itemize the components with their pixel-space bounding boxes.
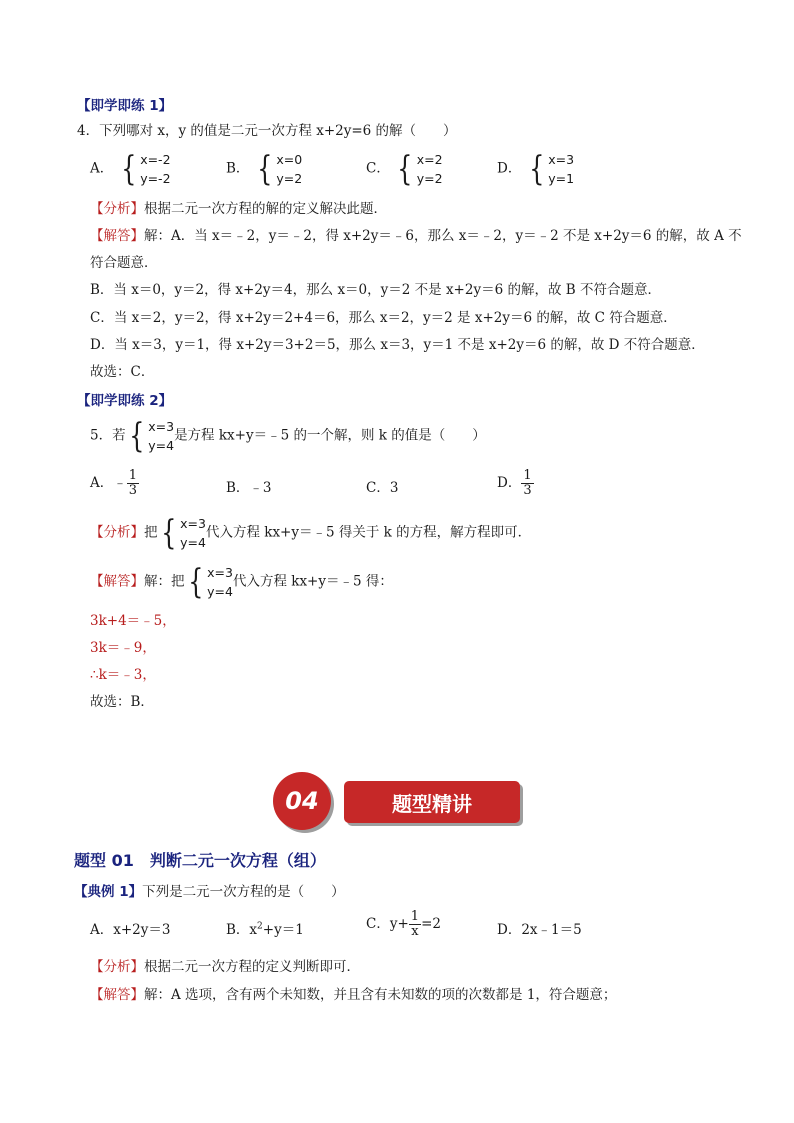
- option-text: B．x: [226, 922, 258, 938]
- solution-post: 代入方程 kx+y＝﹣5 得：: [232, 573, 393, 590]
- option-d: [497, 469, 534, 498]
- option-d: D．2x﹣1＝5: [497, 922, 582, 938]
- numerator: 1: [410, 909, 420, 924]
- analysis-tag: 【分析】: [90, 201, 144, 217]
- minus-sign: ﹣: [113, 475, 127, 491]
- example-tag: 【典例 1】: [74, 884, 143, 900]
- type-01-title: 题型 01 判断二元一次方程（组）: [74, 851, 326, 870]
- option-letter: B．: [226, 160, 250, 177]
- system-line-2: y=4: [148, 438, 175, 453]
- question-5: [90, 417, 486, 455]
- equation-system: [158, 514, 206, 552]
- answer-2: 故选：B．: [90, 694, 154, 710]
- practice-2-header: 【即学即练 2】: [77, 393, 173, 409]
- fraction: [127, 469, 139, 498]
- option-letter: D．: [497, 160, 522, 177]
- brace-icon: {: [256, 149, 273, 189]
- brace-icon: {: [120, 149, 136, 189]
- fraction: [521, 469, 533, 498]
- denominator: 3: [523, 483, 532, 498]
- equation-system: [394, 150, 442, 188]
- example-1: [74, 882, 345, 902]
- analysis-3: [90, 957, 360, 977]
- option-c: C．3: [366, 480, 399, 496]
- example-question: 下列是二元一次方程的是（ ）: [142, 884, 345, 900]
- solution-1-line-c: C．当 x＝2，y＝2，得 x+2y＝2+4＝6，那么 x＝2，y＝2 是 x+2y＝6 的解，故 C 符合题意．: [90, 310, 677, 326]
- equation-system: [526, 150, 574, 188]
- option-letter: A．: [90, 475, 114, 491]
- system-line-1: x=3: [207, 565, 233, 580]
- analysis-tag: 【分析】: [90, 524, 144, 541]
- analysis-2: [90, 514, 531, 552]
- solution-1-line-1: [90, 226, 742, 246]
- option-text: C．y+: [366, 916, 409, 932]
- numerator: 1: [128, 468, 138, 483]
- step-3: ∴k＝﹣3，: [90, 667, 156, 683]
- brace-icon: {: [187, 562, 203, 602]
- solution-text: 解：A 选项，含有两个未知数，并且含有未知数的项的次数都是 1，符合题意；: [144, 987, 617, 1003]
- practice-1-header: 【即学即练 1】: [77, 98, 173, 114]
- option-letter: D．: [497, 475, 522, 491]
- option-text: =2: [421, 916, 441, 932]
- analysis-text: 根据二元一次方程的解的定义解决此题．: [144, 201, 387, 217]
- option-a: A．x+2y＝3: [90, 922, 171, 938]
- brace-icon: {: [397, 149, 413, 189]
- analysis-post: 代入方程 kx+y＝﹣5 得关于 k 的方程，解方程即可．: [205, 524, 532, 541]
- system-line-1: x=2: [416, 152, 443, 167]
- solution-tag: 【解答】: [90, 573, 144, 590]
- exponent: 2: [257, 921, 263, 932]
- section-number: 04: [285, 787, 319, 815]
- question-prefix: 5．若: [90, 427, 126, 444]
- option-b: [226, 150, 302, 188]
- option-letter: C．: [366, 160, 390, 177]
- section-banner-title: 题型精讲: [392, 791, 472, 816]
- solution-tag: 【解答】: [90, 228, 144, 244]
- option-d: [497, 150, 574, 188]
- section-number-badge: [273, 772, 331, 830]
- equation-system: [254, 150, 302, 188]
- system-line-2: y=2: [416, 171, 443, 186]
- question-suffix: 是方程 kx+y＝﹣5 的一个解，则 k 的值是（ ）: [174, 427, 486, 444]
- option-b: B．﹣3: [226, 480, 272, 496]
- denominator: 3: [128, 483, 138, 498]
- option-a: [90, 150, 171, 188]
- analysis-1: [90, 199, 387, 219]
- solution-text: 解：A．当 x＝﹣2，y＝﹣2，得 x+2y＝﹣6，那么 x＝﹣2，y＝﹣2 不是 x+2y＝6 的解，故 A 不: [144, 228, 742, 244]
- step-1: 3k+4＝﹣5，: [90, 613, 176, 629]
- option-a: [90, 469, 139, 498]
- system-line-1: x=3: [148, 419, 175, 434]
- equation-system: [126, 417, 174, 455]
- answer-1: 故选：C．: [90, 364, 155, 380]
- solution-3: [90, 985, 616, 1005]
- system-line-1: x=3: [180, 516, 206, 531]
- equation-system: [118, 150, 171, 188]
- denominator: x: [411, 924, 419, 939]
- solution-pre: 解：把: [144, 573, 185, 590]
- system-line-2: y=-2: [140, 171, 171, 186]
- solution-1-line-b: B．当 x＝0，y＝2，得 x+2y＝4，那么 x＝0，y＝2 不是 x+2y＝6 的解，故 B 不符合题意．: [90, 282, 661, 298]
- solution-2: [90, 563, 393, 601]
- system-line-2: y=4: [207, 584, 233, 599]
- option-b: [226, 918, 304, 938]
- brace-icon: {: [160, 513, 176, 553]
- equation-system: [185, 563, 233, 601]
- solution-1-line-d: D．当 x＝3，y＝1，得 x+2y＝3+2＝5，那么 x＝3，y＝1 不是 x+2y＝6 的解，故 D 不符合题意．: [90, 337, 705, 353]
- analysis-tag: 【分析】: [90, 959, 144, 975]
- analysis-text: 根据二元一次方程的定义判断即可．: [144, 959, 360, 975]
- system-line-1: x=-2: [140, 152, 171, 167]
- brace-icon: {: [528, 149, 545, 189]
- option-c: [366, 910, 441, 939]
- solution-1-line-2: 符合题意．: [90, 255, 158, 271]
- system-line-1: x=0: [276, 152, 303, 167]
- system-line-1: x=3: [548, 152, 575, 167]
- system-line-2: y=1: [548, 171, 575, 186]
- option-c: [366, 150, 443, 188]
- numerator: 1: [523, 468, 532, 483]
- solution-tag: 【解答】: [90, 987, 144, 1003]
- option-text: +y＝1: [262, 922, 304, 938]
- brace-icon: {: [128, 416, 144, 456]
- section-banner: [344, 781, 520, 823]
- system-line-2: y=2: [276, 171, 303, 186]
- fraction: [409, 910, 421, 939]
- question-4: 4．下列哪对 x，y 的值是二元一次方程 x+2y=6 的解（ ）: [77, 123, 457, 139]
- step-2: 3k＝﹣9，: [90, 640, 156, 656]
- system-line-2: y=4: [180, 535, 206, 550]
- analysis-pre: 把: [144, 524, 158, 541]
- option-letter: A．: [90, 160, 114, 177]
